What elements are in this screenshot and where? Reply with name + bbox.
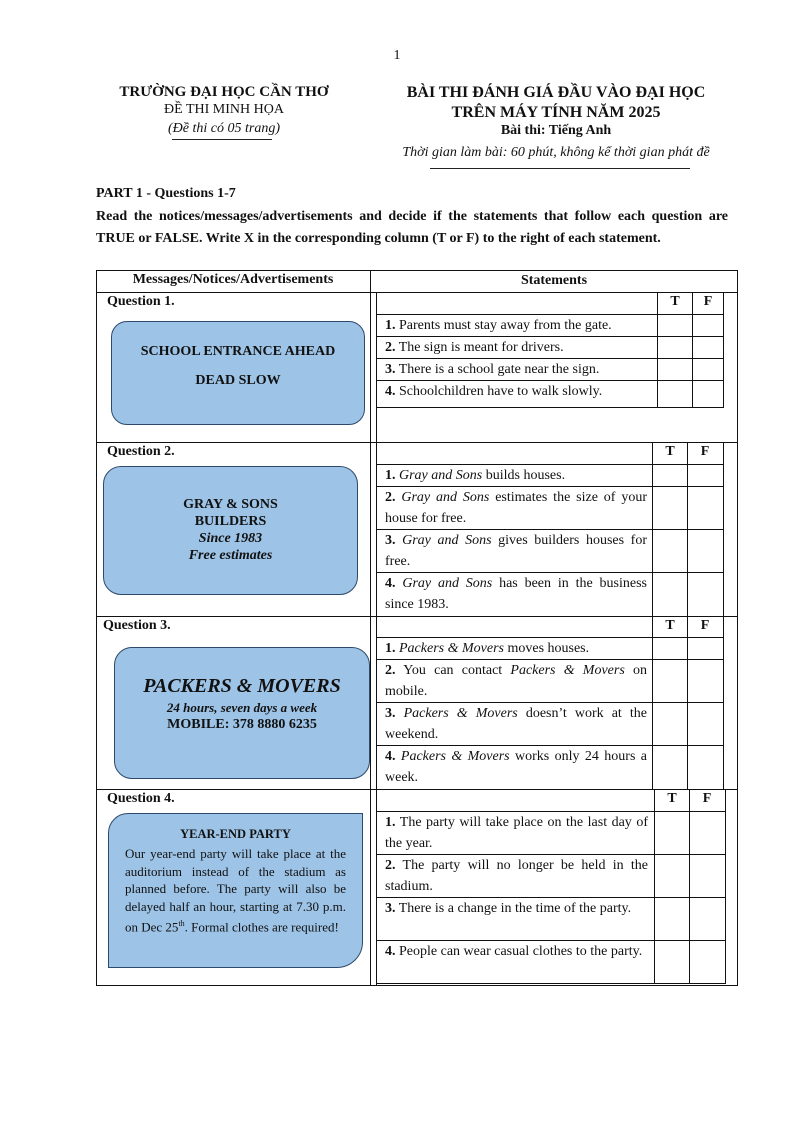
notice-3-line1: PACKERS & MOVERS [143,675,341,697]
statement-3-3: 3. Packers & Movers doesn’t work at the weekend. [385,706,648,742]
exam-year: TRÊN MÁY TÍNH NĂM 2025 [451,104,661,121]
statement-2-3: 3. Gray and Sons gives builders houses for free. [385,533,648,569]
question-1-title: Question 1. [107,294,175,309]
header-right-underline [430,168,690,169]
statement-4-4: 4. People can wear casual clothes to the party. [385,944,643,959]
statement-4-1: 1. The party will take place on the last day of the year. [385,815,648,851]
part-title: PART 1 - Questions 1-7 [96,186,236,201]
exam-type: ĐỀ THI MINH HỌA [164,102,284,117]
notice-2-line4: Free estimates [188,548,273,563]
question-4-notice [108,813,363,968]
page-count-note: (Đề thi có 05 trang) [168,121,280,136]
question-4-title: Question 4. [107,791,175,806]
exam-duration: Thời gian làm bài: 60 phút, không kể thời gian phát đề [402,145,710,160]
exam-title: BÀI THI ĐÁNH GIÁ ĐẦU VÀO ĐẠI HỌC [406,84,706,101]
t-label: T [667,791,677,806]
question-2-title: Question 2. [107,444,175,459]
exam-subject: Bài thi: Tiếng Anh [500,123,612,138]
questions-table [96,270,738,986]
notice-4-title: YEAR-END PARTY [180,827,291,841]
f-label: F [700,618,710,633]
statement-2-2: 2. Gray and Sons estimates the size of your house for free. [385,490,647,526]
statement-3-1: 1. Packers & Movers moves houses. [385,641,590,656]
notice-1-line2: DEAD SLOW [195,373,281,388]
school-name: TRƯỜNG ĐẠI HỌC CẦN THƠ [119,84,329,100]
part-instructions: Read the notices/messages/advertisements and decide if the statements that follow each question are TRUE or FALSE. Write X in the corresponding column (T or F) to the right of each statement. [96,209,728,246]
statement-1-1: 1. Parents must stay away from the gate. [385,318,612,333]
statement-1-4: 4. Schoolchildren have to walk slowly. [385,384,603,399]
statement-1-3: 3. There is a school gate near the sign. [385,362,600,377]
statement-2-1: 1. Gray and Sons builds houses. [385,468,566,483]
f-label: F [700,444,710,459]
notice-2-line3: Since 1983 [198,531,263,546]
notice-3-line2: 24 hours, seven days a week [166,700,318,715]
statement-4-3: 3. There is a change in the time of the party. [385,901,632,916]
t-label: T [665,444,675,459]
t-label: T [670,294,680,309]
statement-4-2: 2. The party will no longer be held in the stadium. [385,858,648,894]
notice-2-line2: BUILDERS [194,514,267,529]
statement-1-2: 2. The sign is meant for drivers. [385,340,564,355]
f-label: F [703,294,713,309]
question-1-notice [111,321,365,425]
question-2-notice [103,466,358,595]
column-header-statements: Statements [520,273,588,288]
statement-3-2: 2. You can contact Packers & Movers on mobile. [385,663,648,699]
notice-3-line3: MOBILE: 378 8880 6235 [167,717,317,732]
statement-2-4: 4. Gray and Sons has been in the business since 1983. [385,576,647,612]
statement-3-4: 4. Packers & Movers works only 24 hours a week. [385,749,648,785]
notice-4-body: Our year-end party will take place at the auditorium instead of the stadium as planned before. The party will also be delayed half an hour, starting at 7.30 p.m. on Dec 25th. Formal clothes are required! [125,846,346,935]
f-label: F [702,791,712,806]
question-3-notice [114,647,370,779]
header-left-underline [172,139,272,140]
question-3-title: Question 3. [103,618,171,633]
column-header-messages: Messages/Notices/Advertisements [132,272,334,287]
notice-1-line1: SCHOOL ENTRANCE AHEAD [140,344,336,359]
t-label: T [665,618,675,633]
notice-2-line1: GRAY & SONS [183,497,278,512]
page-number: 1 [393,48,401,63]
